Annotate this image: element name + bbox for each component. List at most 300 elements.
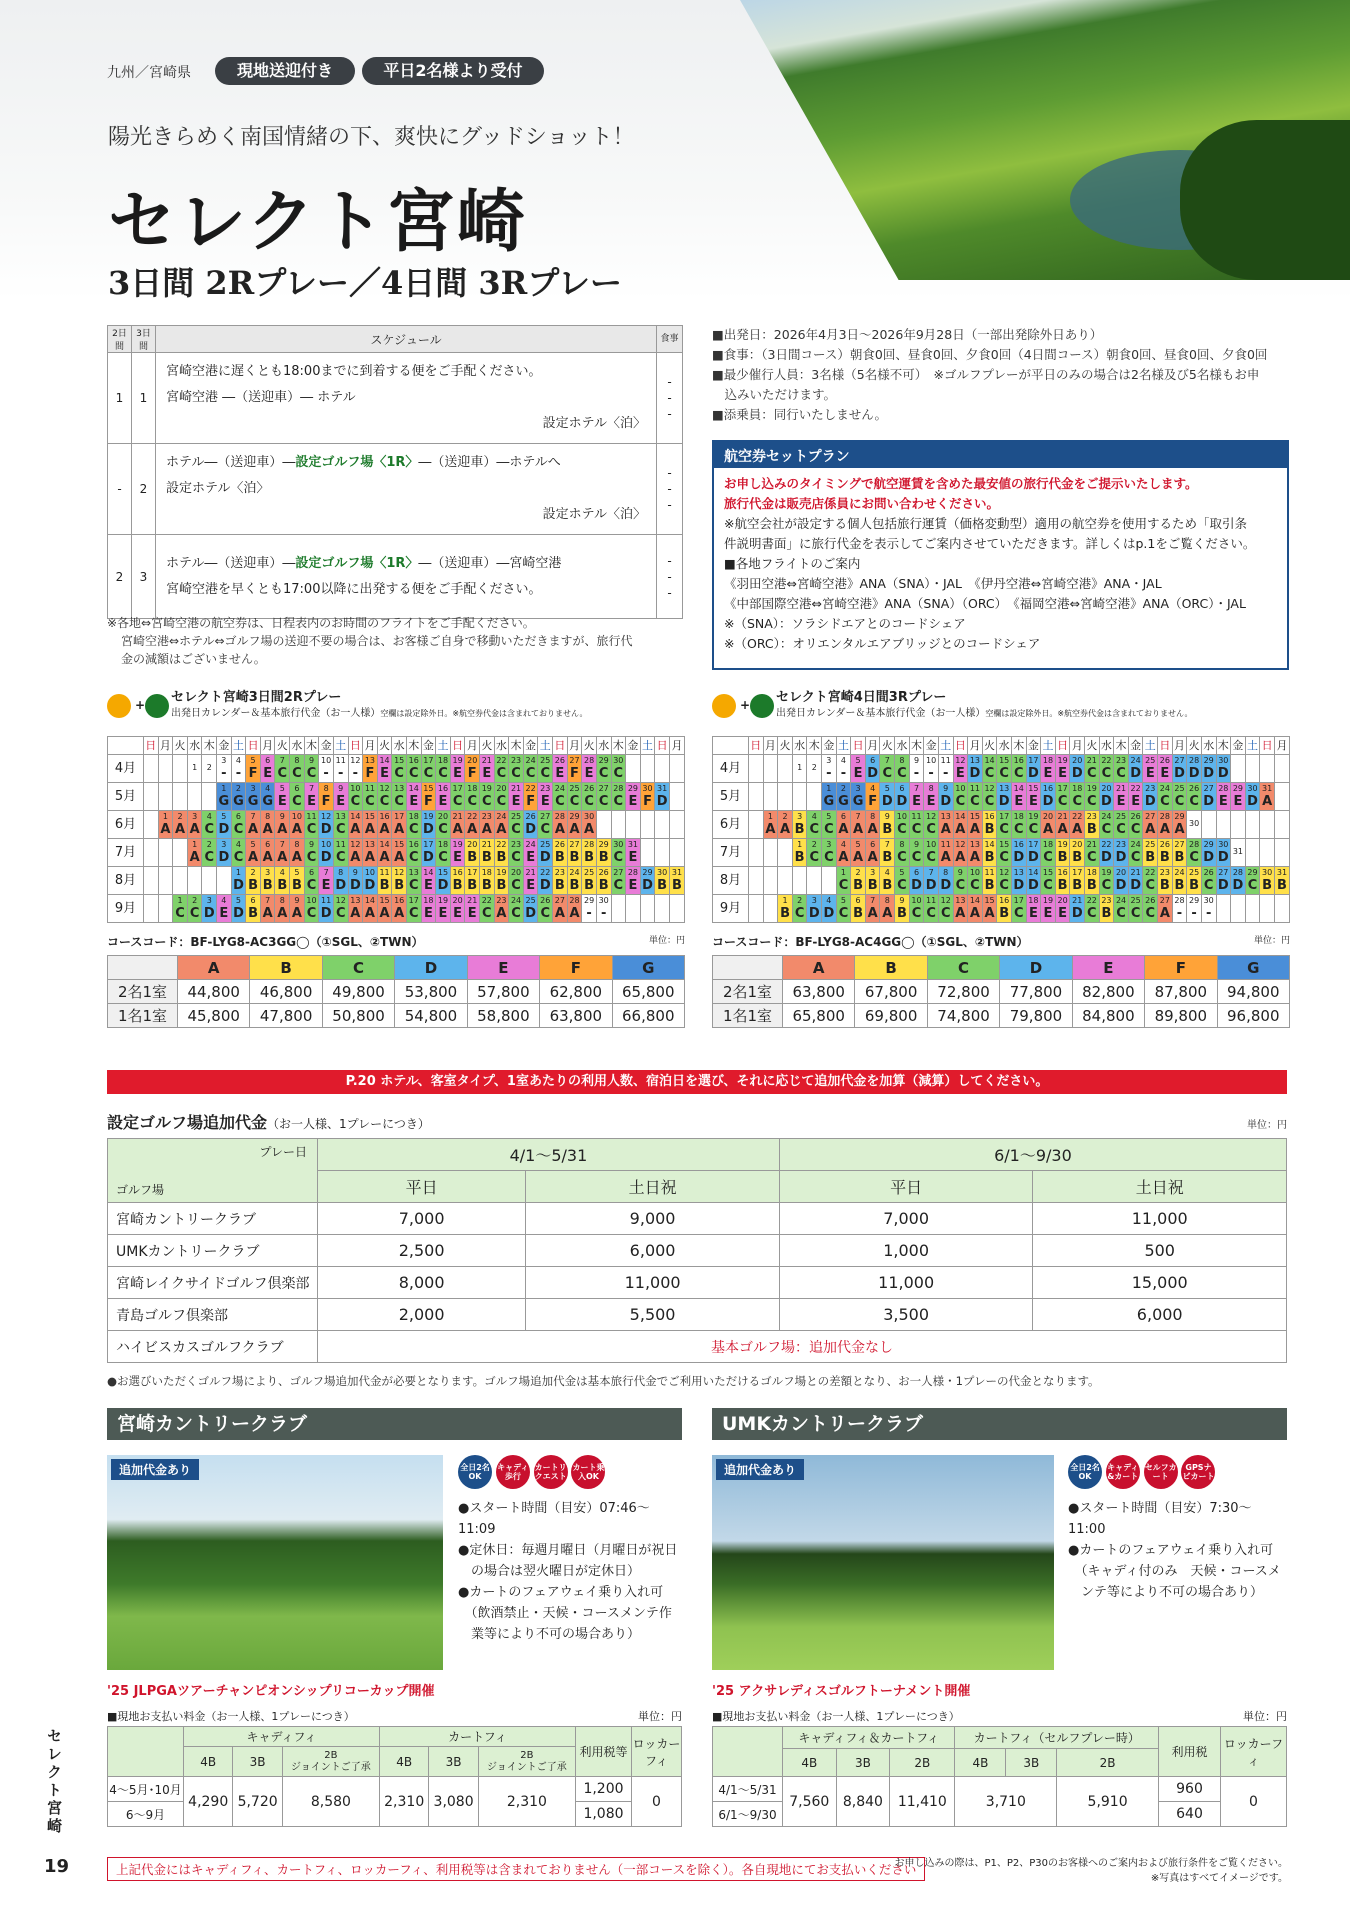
calendar-day[interactable]: 10 C [953, 783, 968, 811]
calendar-day[interactable]: 19 C [1026, 811, 1041, 839]
calendar-day[interactable]: 1 A [158, 811, 173, 839]
calendar-day[interactable]: 8 A [260, 811, 275, 839]
calendar-day[interactable]: 21 E [509, 783, 524, 811]
calendar-day[interactable]: 3 B [792, 811, 807, 839]
calendar-day[interactable]: 6 A [836, 811, 851, 839]
calendar-day[interactable]: 1 G [823, 784, 835, 809]
calendar-day[interactable]: 24 C [553, 783, 568, 811]
calendar-day[interactable]: 24 C [509, 895, 524, 923]
calendar-day[interactable]: 16 B [997, 895, 1012, 923]
calendar-day[interactable]: 11 B [982, 867, 997, 895]
calendar-day[interactable]: 24 B [567, 867, 582, 895]
calendar-day[interactable]: 22 B [494, 839, 509, 867]
calendar-day[interactable]: 2 C [187, 895, 202, 923]
calendar-day[interactable]: 28 C [611, 783, 626, 811]
calendar-day[interactable]: 28 C [1187, 839, 1202, 867]
calendar-day[interactable]: 6 B [851, 895, 866, 923]
calendar-day[interactable]: 9 D [349, 868, 361, 893]
calendar-day[interactable]: 17 C [1055, 783, 1070, 811]
calendar-day[interactable]: 4 F [865, 783, 880, 811]
calendar-day[interactable]: 12 C [938, 895, 953, 923]
calendar-day[interactable]: 29 A [567, 811, 582, 839]
calendar-day[interactable]: 17 C [421, 755, 436, 783]
calendar-day[interactable]: 4 C [807, 811, 822, 839]
calendar-day[interactable]: 24 C [523, 755, 538, 783]
calendar-day[interactable]: 21 C [1085, 839, 1100, 867]
calendar-day[interactable]: 3 - [822, 755, 837, 783]
calendar-day[interactable]: 28 D [1188, 756, 1200, 781]
calendar-day[interactable]: 26 E [553, 755, 568, 783]
calendar-day[interactable]: 31 E [626, 839, 641, 867]
calendar-day[interactable]: 29 C [596, 755, 611, 783]
calendar-day[interactable]: 28 E [582, 755, 597, 783]
calendar-day[interactable]: 22 E [1128, 783, 1143, 811]
calendar-day[interactable]: 5 E [851, 755, 866, 783]
calendar-day[interactable]: 29 D [642, 868, 653, 893]
calendar-day[interactable]: 26 C [1143, 895, 1158, 923]
calendar-day[interactable]: 30 D [1247, 784, 1258, 809]
calendar-day[interactable]: 11 A [938, 839, 953, 867]
calendar-day[interactable]: 30 D [1217, 756, 1229, 781]
calendar-day[interactable]: 12 E [953, 755, 968, 783]
calendar-day[interactable]: 25 C [567, 783, 582, 811]
calendar-day[interactable]: 3 C [822, 839, 837, 867]
calendar-day[interactable]: 21 E [1114, 783, 1129, 811]
calendar-day[interactable]: 31 B [669, 867, 684, 895]
calendar-day[interactable]: 11 - [333, 755, 348, 783]
calendar-day[interactable]: 8 C [895, 839, 910, 867]
calendar-day[interactable]: 3 G [852, 784, 864, 809]
calendar-day[interactable]: 2 G [233, 784, 244, 809]
calendar-day[interactable]: 19 E [1041, 895, 1056, 923]
calendar-day[interactable]: 29 D [1203, 840, 1215, 865]
calendar-day[interactable]: 23 C [509, 755, 524, 783]
calendar-day[interactable]: 18 C [406, 811, 421, 839]
calendar-day[interactable]: 18 E [421, 895, 436, 923]
calendar-day[interactable]: 18 E [1026, 895, 1041, 923]
calendar-day[interactable]: 19 B [494, 867, 509, 895]
calendar-day[interactable]: 3 D [203, 896, 215, 921]
calendar-day[interactable]: 20 D [1101, 784, 1112, 809]
calendar-day[interactable]: 15 D [437, 868, 449, 893]
calendar-day[interactable]: 30 - [1201, 895, 1216, 923]
calendar-day[interactable]: 9 D [940, 784, 952, 809]
calendar-day[interactable]: 26 B [553, 839, 568, 867]
calendar-day[interactable]: 2 A [173, 811, 188, 839]
calendar-day[interactable]: 5 E [275, 783, 290, 811]
calendar-day[interactable]: 30 D [1217, 840, 1229, 865]
calendar-day[interactable]: 23 B [1099, 895, 1114, 923]
calendar-day[interactable]: 20 B [1070, 839, 1085, 867]
calendar-day[interactable]: 4 C [202, 811, 217, 839]
calendar-day[interactable]: 17 D [1027, 756, 1039, 781]
calendar-day[interactable]: 28 D [1232, 868, 1244, 893]
calendar-day[interactable]: 30 F [640, 783, 655, 811]
calendar-day[interactable]: 14 D [1027, 868, 1039, 893]
calendar-day[interactable]: 21 D [1071, 896, 1083, 921]
calendar-day[interactable]: 26 B [1158, 839, 1173, 867]
calendar-day[interactable]: 10 C [348, 783, 363, 811]
calendar-day[interactable]: 3 B [260, 867, 275, 895]
calendar-day[interactable]: 24 C [1158, 783, 1173, 811]
calendar-day[interactable]: 1 D [233, 868, 244, 893]
calendar-day[interactable]: 3 D [218, 840, 230, 865]
calendar-day[interactable]: 7 A [275, 839, 290, 867]
calendar-day[interactable]: 13 C [333, 811, 348, 839]
calendar-day[interactable]: 22 C [494, 755, 509, 783]
calendar-day[interactable]: 18 C [1041, 839, 1056, 867]
calendar-day[interactable]: 28 B [582, 839, 597, 867]
calendar-day[interactable]: 19 D [422, 812, 434, 837]
calendar-day[interactable]: 17 C [406, 895, 421, 923]
calendar-day[interactable]: 16 B [450, 867, 465, 895]
calendar-day[interactable]: 26 B [596, 867, 611, 895]
calendar-day[interactable]: 27 B [1172, 839, 1187, 867]
calendar-day[interactable]: 4 E [217, 895, 232, 923]
calendar-day[interactable]: 19 E [450, 839, 465, 867]
calendar-day[interactable]: 16 B [1055, 867, 1070, 895]
calendar-day[interactable]: 8 D [335, 868, 347, 893]
calendar-day[interactable]: 30 B [655, 867, 670, 895]
calendar-day[interactable]: 11 C [968, 783, 983, 811]
calendar-day[interactable]: 27 A [1158, 895, 1173, 923]
calendar-day[interactable]: 20 B [465, 839, 480, 867]
calendar-day[interactable]: 9 - [909, 755, 924, 783]
calendar-day[interactable]: 2 C [792, 895, 807, 923]
calendar-day[interactable]: 18 C [436, 755, 451, 783]
calendar-day[interactable]: 25 D [525, 896, 537, 921]
calendar-day[interactable]: 24 A [494, 811, 509, 839]
calendar-day[interactable]: 30 B [1260, 867, 1275, 895]
calendar-day[interactable]: 25 B [582, 867, 597, 895]
calendar-day[interactable]: 13 D [969, 756, 981, 781]
calendar-day[interactable]: 15 C [1041, 867, 1056, 895]
calendar-day[interactable]: 21 E [465, 895, 480, 923]
calendar-day[interactable]: 8 A [275, 895, 290, 923]
calendar-day[interactable]: 14 A [348, 811, 363, 839]
calendar-day[interactable]: 12 A [348, 839, 363, 867]
calendar-day[interactable]: 20 C [436, 811, 451, 839]
calendar-day[interactable]: 12 C [982, 783, 997, 811]
calendar-day[interactable]: 29 E [626, 783, 641, 811]
calendar-day[interactable]: 1 B [792, 839, 807, 867]
calendar-day[interactable]: 9 B [895, 895, 910, 923]
calendar-day[interactable]: 8 E [924, 783, 939, 811]
calendar-day[interactable]: 23 B [1085, 811, 1100, 839]
calendar-day[interactable]: 11 C [304, 811, 319, 839]
calendar-day[interactable]: 3 B [865, 867, 880, 895]
calendar-day[interactable]: 26 D [525, 812, 537, 837]
calendar-day[interactable]: 17 D [1027, 840, 1039, 865]
calendar-day[interactable]: 1 A [187, 839, 202, 867]
calendar-day[interactable]: 19 B [1055, 839, 1070, 867]
calendar-day[interactable]: 12 C [997, 867, 1012, 895]
calendar-day[interactable]: 23 D [1144, 784, 1156, 809]
calendar-day[interactable]: 21 B [480, 839, 495, 867]
calendar-day[interactable]: 18 E [1041, 755, 1056, 783]
calendar-day[interactable]: 10 D [320, 840, 332, 865]
calendar-day[interactable]: 5 A [851, 839, 866, 867]
calendar-day[interactable]: 9 A [275, 811, 290, 839]
calendar-day[interactable]: 10 C [924, 839, 939, 867]
calendar-day[interactable]: 29 C [1245, 867, 1260, 895]
calendar-day[interactable]: 7 C [880, 755, 895, 783]
calendar-day[interactable]: 17 C [450, 783, 465, 811]
calendar-day[interactable]: 27 D [1203, 784, 1215, 809]
calendar-day[interactable]: 13 C [406, 867, 421, 895]
calendar-day[interactable]: 6 E [260, 755, 275, 783]
calendar-day[interactable]: 29 A [1172, 811, 1187, 839]
calendar-day[interactable]: 23 D [1115, 840, 1127, 865]
calendar-day[interactable]: 4 G [262, 784, 274, 809]
calendar-day[interactable]: 24 E [523, 839, 538, 867]
calendar-day[interactable]: 6 C [290, 783, 305, 811]
calendar-day[interactable]: 1 [792, 755, 807, 783]
calendar-day[interactable]: 29 - [582, 895, 597, 923]
calendar-day[interactable]: 22 D [539, 868, 551, 893]
calendar-day[interactable]: 3 A [187, 811, 202, 839]
calendar-day[interactable]: 8 C [290, 755, 305, 783]
calendar-day[interactable]: 7 C [275, 755, 290, 783]
calendar-day[interactable]: 19 C [1085, 783, 1100, 811]
calendar-day[interactable]: 23 B [1158, 867, 1173, 895]
calendar-day[interactable]: 30 C [611, 755, 626, 783]
calendar-day[interactable]: 20 F [465, 755, 480, 783]
calendar-day[interactable]: 16 C [1011, 755, 1026, 783]
calendar-day[interactable]: 20 C [509, 867, 524, 895]
calendar-day[interactable]: 16 A [377, 811, 392, 839]
calendar-day[interactable]: 4 B [275, 867, 290, 895]
calendar-day[interactable]: 14 E [421, 867, 436, 895]
calendar-day[interactable]: 15 A [363, 811, 378, 839]
calendar-day[interactable]: 22 A [1070, 811, 1085, 839]
calendar-day[interactable]: 27 D [1217, 868, 1229, 893]
calendar-day[interactable]: 20 E [450, 895, 465, 923]
calendar-day[interactable]: 16 B [982, 811, 997, 839]
calendar-day[interactable]: 28 A [553, 811, 568, 839]
calendar-day[interactable]: 16 D [1042, 784, 1054, 809]
calendar-day[interactable]: 5 C [822, 811, 837, 839]
calendar-day[interactable]: 11 - [938, 755, 953, 783]
calendar-day[interactable]: 15 A [982, 895, 997, 923]
calendar-day[interactable]: 20 D [1071, 756, 1083, 781]
calendar-day[interactable]: 4 C [231, 839, 246, 867]
calendar-day[interactable]: 13 C [392, 783, 407, 811]
calendar-day[interactable]: 29 D [1203, 756, 1215, 781]
calendar-day[interactable]: 9 B [880, 811, 895, 839]
calendar-day[interactable]: 18 C [436, 839, 451, 867]
calendar-day[interactable]: 14 E [406, 783, 421, 811]
calendar-day[interactable]: 22 C [1099, 755, 1114, 783]
calendar-day[interactable]: 5 C [836, 895, 851, 923]
calendar-day[interactable]: 18 B [480, 867, 495, 895]
calendar-day[interactable]: 9 C [304, 839, 319, 867]
calendar-day[interactable]: 27 A [1143, 811, 1158, 839]
calendar-day[interactable]: 11 D [320, 896, 332, 921]
calendar-day[interactable]: 9 C [304, 755, 319, 783]
calendar-day[interactable]: 15 A [392, 839, 407, 867]
calendar-day[interactable]: 3 G [247, 784, 259, 809]
calendar-day[interactable]: 1 B [778, 895, 793, 923]
calendar-day[interactable]: 25 C [538, 755, 553, 783]
calendar-day[interactable]: 12 B [392, 867, 407, 895]
calendar-day[interactable]: 21 E [523, 867, 538, 895]
calendar-day[interactable]: 28 E [626, 867, 641, 895]
calendar-day[interactable]: 30 C [611, 839, 626, 867]
calendar-day[interactable]: 24 C [1099, 811, 1114, 839]
calendar-day[interactable]: 5 C [895, 867, 910, 895]
calendar-day[interactable]: 13 A [938, 811, 953, 839]
calendar-day[interactable]: 15 A [377, 895, 392, 923]
calendar-day[interactable]: 7 E [909, 783, 924, 811]
calendar-day[interactable]: 23 C [509, 839, 524, 867]
calendar-day[interactable]: 12 D [320, 812, 332, 837]
calendar-day[interactable]: 12 C [377, 783, 392, 811]
calendar-day[interactable]: 11 B [377, 867, 392, 895]
calendar-day[interactable]: 19 E [1055, 755, 1070, 783]
calendar-day[interactable]: 2 [202, 755, 217, 783]
calendar-day[interactable]: 20 C [494, 783, 509, 811]
calendar-day[interactable]: 6 C [231, 811, 246, 839]
calendar-day[interactable]: 25 C [1172, 783, 1187, 811]
calendar-day[interactable]: 4 - [231, 755, 246, 783]
calendar-day[interactable]: 19 C [1099, 867, 1114, 895]
calendar-day[interactable]: 7 A [246, 811, 261, 839]
calendar-day[interactable]: 15 A [968, 811, 983, 839]
calendar-day[interactable]: 9 A [290, 895, 305, 923]
calendar-day[interactable]: 6 D [867, 756, 879, 781]
calendar-day[interactable]: 17 C [997, 811, 1012, 839]
calendar-day[interactable]: 26 C [538, 895, 553, 923]
calendar-day[interactable]: 16 C [406, 755, 421, 783]
calendar-day[interactable]: 21 C [1085, 755, 1100, 783]
calendar-day[interactable]: 27 F [567, 755, 582, 783]
calendar-day[interactable]: 7 E [304, 783, 319, 811]
calendar-day[interactable]: 10 C [895, 811, 910, 839]
calendar-day[interactable]: 10 C [909, 895, 924, 923]
calendar-day[interactable]: 16 E [436, 783, 451, 811]
calendar-day[interactable]: 31 [1231, 839, 1246, 867]
calendar-day[interactable]: 10 D [364, 868, 376, 893]
calendar-day[interactable]: 6 C [304, 867, 319, 895]
calendar-day[interactable]: 31 D [656, 784, 668, 809]
calendar-day[interactable]: 8 A [865, 811, 880, 839]
calendar-day[interactable]: 24 B [1172, 867, 1187, 895]
calendar-day[interactable]: 7 A [851, 811, 866, 839]
calendar-day[interactable]: 22 D [1101, 840, 1112, 865]
calendar-day[interactable]: 10 - [924, 755, 939, 783]
calendar-day[interactable]: 16 A [392, 895, 407, 923]
calendar-day[interactable]: 22 C [1085, 895, 1100, 923]
calendar-day[interactable]: 26 C [1201, 867, 1216, 895]
calendar-day[interactable]: 29 - [1187, 895, 1202, 923]
calendar-day[interactable]: 27 C [611, 867, 626, 895]
calendar-day[interactable]: 7 B [880, 839, 895, 867]
calendar-day[interactable]: 23 B [553, 867, 568, 895]
calendar-day[interactable]: 12 C [924, 811, 939, 839]
calendar-day[interactable]: 8 F [319, 783, 334, 811]
calendar-day[interactable]: 27 C [538, 811, 553, 839]
calendar-day[interactable]: 21 D [1130, 868, 1142, 893]
calendar-day[interactable]: 2 G [838, 784, 849, 809]
calendar-day[interactable]: 18 C [465, 783, 480, 811]
calendar-day[interactable]: 14 A [377, 839, 392, 867]
calendar-day[interactable]: 8 C [895, 755, 910, 783]
calendar-day[interactable]: 20 E [1055, 895, 1070, 923]
calendar-day[interactable]: 22 A [465, 811, 480, 839]
calendar-day[interactable]: 13 D [998, 784, 1010, 809]
calendar-day[interactable]: 13 D [1013, 868, 1025, 893]
calendar-day[interactable]: 14 E [377, 755, 392, 783]
calendar-day[interactable]: 7 D [925, 868, 937, 893]
calendar-day[interactable]: 12 C [333, 895, 348, 923]
calendar-day[interactable]: 7 A [865, 895, 880, 923]
calendar-day[interactable]: 20 A [1041, 811, 1056, 839]
calendar-day[interactable]: 12 - [348, 755, 363, 783]
calendar-day[interactable]: 28 A [567, 895, 582, 923]
calendar-day[interactable]: 23 A [494, 895, 509, 923]
calendar-day[interactable]: 25 D [539, 840, 551, 865]
calendar-day[interactable]: 10 C [304, 895, 319, 923]
calendar-day[interactable]: 14 A [968, 895, 983, 923]
calendar-day[interactable]: 30 A [582, 811, 597, 839]
calendar-day[interactable]: 14 A [953, 811, 968, 839]
calendar-day[interactable]: 25 E [1143, 755, 1158, 783]
calendar-day[interactable]: 17 D [422, 840, 434, 865]
calendar-day[interactable]: 23 E [538, 783, 553, 811]
calendar-day[interactable]: 23 C [1114, 755, 1129, 783]
calendar-day[interactable]: 13 A [363, 839, 378, 867]
calendar-day[interactable]: 29 E [1231, 783, 1246, 811]
calendar-day[interactable]: 19 C [480, 783, 495, 811]
calendar-day[interactable]: 2 C [202, 839, 217, 867]
calendar-day[interactable]: 26 C [582, 783, 597, 811]
calendar-day[interactable]: 16 D [1013, 840, 1025, 865]
calendar-day[interactable]: 7 A [260, 895, 275, 923]
calendar-day[interactable]: 20 D [1115, 868, 1127, 893]
calendar-day[interactable]: 27 C [596, 783, 611, 811]
calendar-day[interactable]: 18 B [1085, 867, 1100, 895]
calendar-day[interactable]: 5 D [218, 812, 230, 837]
calendar-day[interactable]: 5 B [290, 867, 305, 895]
calendar-day[interactable]: 9 C [953, 867, 968, 895]
calendar-day[interactable]: 25 B [1143, 839, 1158, 867]
calendar-day[interactable]: 29 B [596, 839, 611, 867]
calendar-day[interactable]: 15 E [1026, 783, 1041, 811]
calendar-day[interactable]: 1 C [836, 867, 851, 895]
calendar-day[interactable]: 10 - [319, 755, 334, 783]
calendar-day[interactable]: 2 B [851, 867, 866, 895]
calendar-day[interactable]: 5 D [233, 896, 244, 921]
calendar-day[interactable]: 27 B [567, 839, 582, 867]
calendar-day[interactable]: 12 A [953, 839, 968, 867]
calendar-day[interactable]: 8 A [290, 839, 305, 867]
calendar-day[interactable]: 22 C [480, 895, 495, 923]
calendar-day[interactable]: 6 D [896, 784, 908, 809]
calendar-day[interactable]: 5 F [246, 755, 261, 783]
calendar-day[interactable]: 8 A [880, 895, 895, 923]
calendar-day[interactable]: 15 C [392, 755, 407, 783]
calendar-day[interactable]: 2 [807, 755, 822, 783]
calendar-day[interactable]: 7 E [319, 867, 334, 895]
calendar-day[interactable]: 4 D [823, 896, 835, 921]
calendar-day[interactable]: 16 C [406, 839, 421, 867]
calendar-day[interactable]: 10 C [968, 867, 983, 895]
calendar-day[interactable]: 28 A [1158, 811, 1173, 839]
calendar-day[interactable]: 25 C [509, 811, 524, 839]
calendar-day[interactable]: 27 A [553, 895, 568, 923]
calendar-day[interactable]: 10 A [290, 811, 305, 839]
